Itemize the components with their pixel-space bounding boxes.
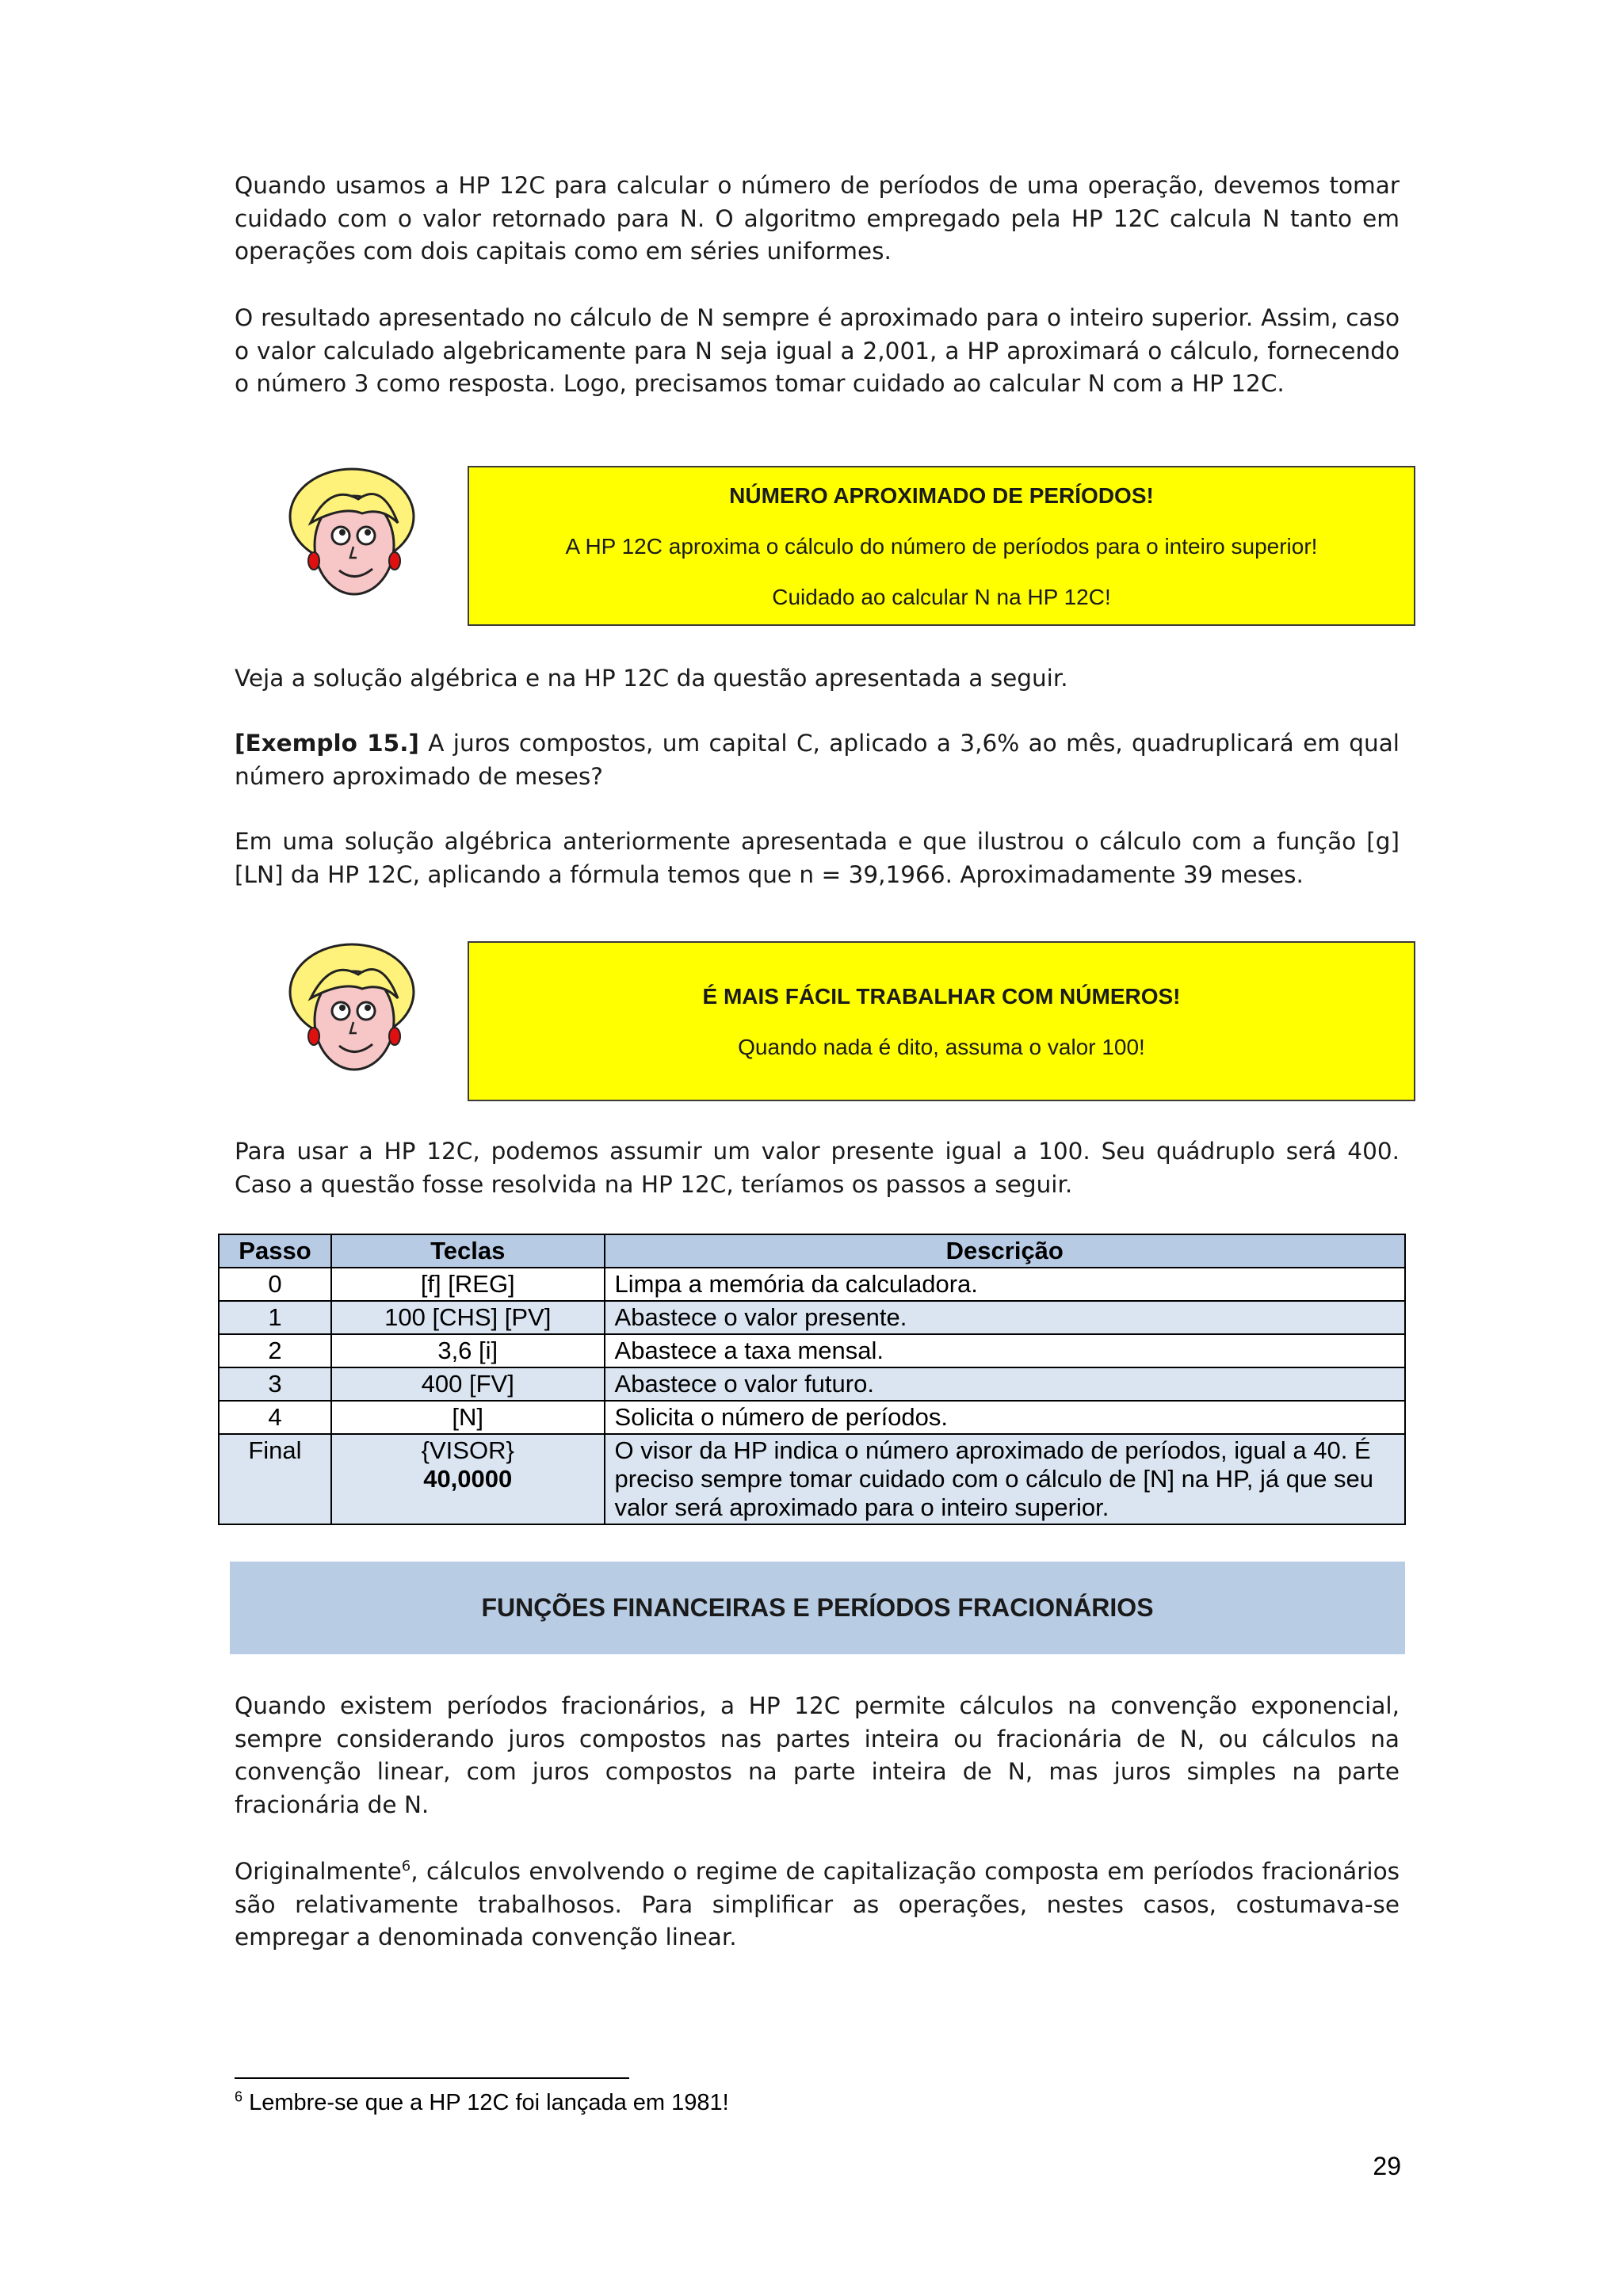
cell-passo: 4 (219, 1401, 331, 1434)
footnote-mark: 6 (235, 2088, 243, 2105)
table-row-final (219, 1434, 1405, 1524)
cell-teclas: 100 [CHS] [PV] (331, 1301, 605, 1334)
cartoon-woman-face-icon (287, 943, 422, 1077)
paragraph-rounding: O resultado apresentado no cálculo de N sempre é aproximado para o inteiro superior. Assim, caso o valor calculado algebricamente para N seja igual a 2,001, a HP aproximará o cálculo, fornecendo o número 3 como resposta. Logo, precisamos tomar cuidado ao calcular N com a HP 12C. (235, 304, 1400, 398)
table-row (219, 1401, 1405, 1434)
callout-line: Quando nada é dito, assuma o valor 100! (738, 1035, 1145, 1059)
cell-teclas (331, 1434, 605, 1524)
footnote-text: Lembre-se que a HP 12C foi lançada em 1981! (242, 2090, 729, 2115)
cell-teclas: [f] [REG] (331, 1268, 605, 1301)
cell-teclas: 3,6 [i] (331, 1334, 605, 1367)
cell-teclas: [N] (331, 1401, 605, 1434)
table-row (219, 1301, 1405, 1334)
paragraph-originally (235, 1855, 1400, 1955)
cell-descricao: Abastece o valor futuro. (605, 1367, 1405, 1401)
header-descricao: Descrição (605, 1234, 1405, 1268)
cell-descricao: Abastece a taxa mensal. (605, 1334, 1405, 1367)
table-row (219, 1367, 1405, 1401)
cell-passo: 0 (219, 1268, 331, 1301)
cell-passo: 1 (219, 1301, 331, 1334)
paragraph-see-solution: Veja a solução algébrica e na HP 12C da questão apresentada a seguir. (235, 665, 1068, 692)
example-text: A juros compostos, um capital C, aplicado a 3,6% ao mês, quadruplicará em qual número aproximado de meses? (235, 730, 1400, 790)
paragraph-algebraic-solution: Em uma solução algébrica anteriormente apresentada e que ilustrou o cálculo com a função [g] [LN] da HP 12C, aplicando a fórmula temos que n = 39,1966. Aproximadamente 39 meses. (235, 828, 1400, 888)
header-teclas: Teclas (331, 1234, 605, 1268)
paragraph-hp-steps-intro: Para usar a HP 12C, podemos assumir um valor presente igual a 100. Seu quádruplo será 400. Caso a questão fosse resolvida na HP 12C, teríamos os passos a seguir. (235, 1138, 1400, 1198)
callout-easier-numbers (468, 941, 1415, 1101)
cell-descricao: Limpa a memória da calculadora. (605, 1268, 1405, 1301)
visor-label: {VISOR} (421, 1436, 514, 1464)
callout-line: Cuidado ao calcular N na HP 12C! (772, 585, 1111, 609)
header-passo: Passo (219, 1234, 331, 1268)
cell-teclas: 400 [FV] (331, 1367, 605, 1401)
visor-value: 40,0000 (423, 1465, 513, 1493)
page-number: 29 (1373, 2152, 1401, 2180)
table-row (219, 1268, 1405, 1301)
cell-passo: 3 (219, 1367, 331, 1401)
table-row (219, 1334, 1405, 1367)
cartoon-woman-face-icon (287, 467, 422, 602)
footnote-divider (235, 2077, 629, 2079)
callout-approx-periods (468, 466, 1415, 626)
p8-rest: , cálculos envolvendo o regime de capitalização composta em períodos fracionários são relativamente trabalhosos. Para simplificar as operações, nestes casos, costumava-se empregar a denominada convenção linear. (235, 1858, 1400, 1951)
callout-title: NÚMERO APROXIMADO DE PERÍODOS! (729, 483, 1154, 508)
paragraph-example-15 (235, 727, 1400, 793)
paragraph-intro: Quando usamos a HP 12C para calcular o número de períodos de uma operação, devemos tomar cuidado com o valor retornado para N. O algoritmo empregado pela HP 12C calcula N tanto em operações com dois capitais como em séries uniformes. (235, 172, 1400, 265)
cell-descricao: Solicita o número de períodos. (605, 1401, 1405, 1434)
hp12c-steps-table (218, 1234, 1406, 1525)
callout-line: A HP 12C aproxima o cálculo do número de períodos para o inteiro superior! (565, 534, 1318, 559)
paragraph-fractional-periods: Quando existem períodos fracionários, a HP 12C permite cálculos na convenção exponencial, sempre considerando juros compostos nas partes inteira ou fracionária de N, ou cálculos na convenção linear, com juros compostos na parte inteira de N, mas juros simples na parte fracionária de N. (235, 1692, 1400, 1818)
cell-descricao: O visor da HP indica o número aproximado de períodos, igual a 40. É preciso sempre tomar cuidado com o cálculo de [N] na HP, já que seu valor será aproximado para o inteiro superior. (605, 1434, 1405, 1524)
cell-descricao: Abastece o valor presente. (605, 1301, 1405, 1334)
section-title: FUNÇÕES FINANCEIRAS E PERÍODOS FRACIONÁRIOS (230, 1562, 1405, 1654)
cell-passo: 2 (219, 1334, 331, 1367)
footnote (235, 2088, 729, 2117)
footnote-reference[interactable]: 6 (401, 1858, 411, 1875)
table-header-row (219, 1234, 1405, 1268)
p8-start: Originalmente (235, 1858, 402, 1885)
callout-title: É MAIS FÁCIL TRABALHAR COM NÚMEROS! (702, 984, 1181, 1009)
example-label: [Exemplo 15.] (235, 730, 419, 757)
cell-passo: Final (219, 1434, 331, 1524)
